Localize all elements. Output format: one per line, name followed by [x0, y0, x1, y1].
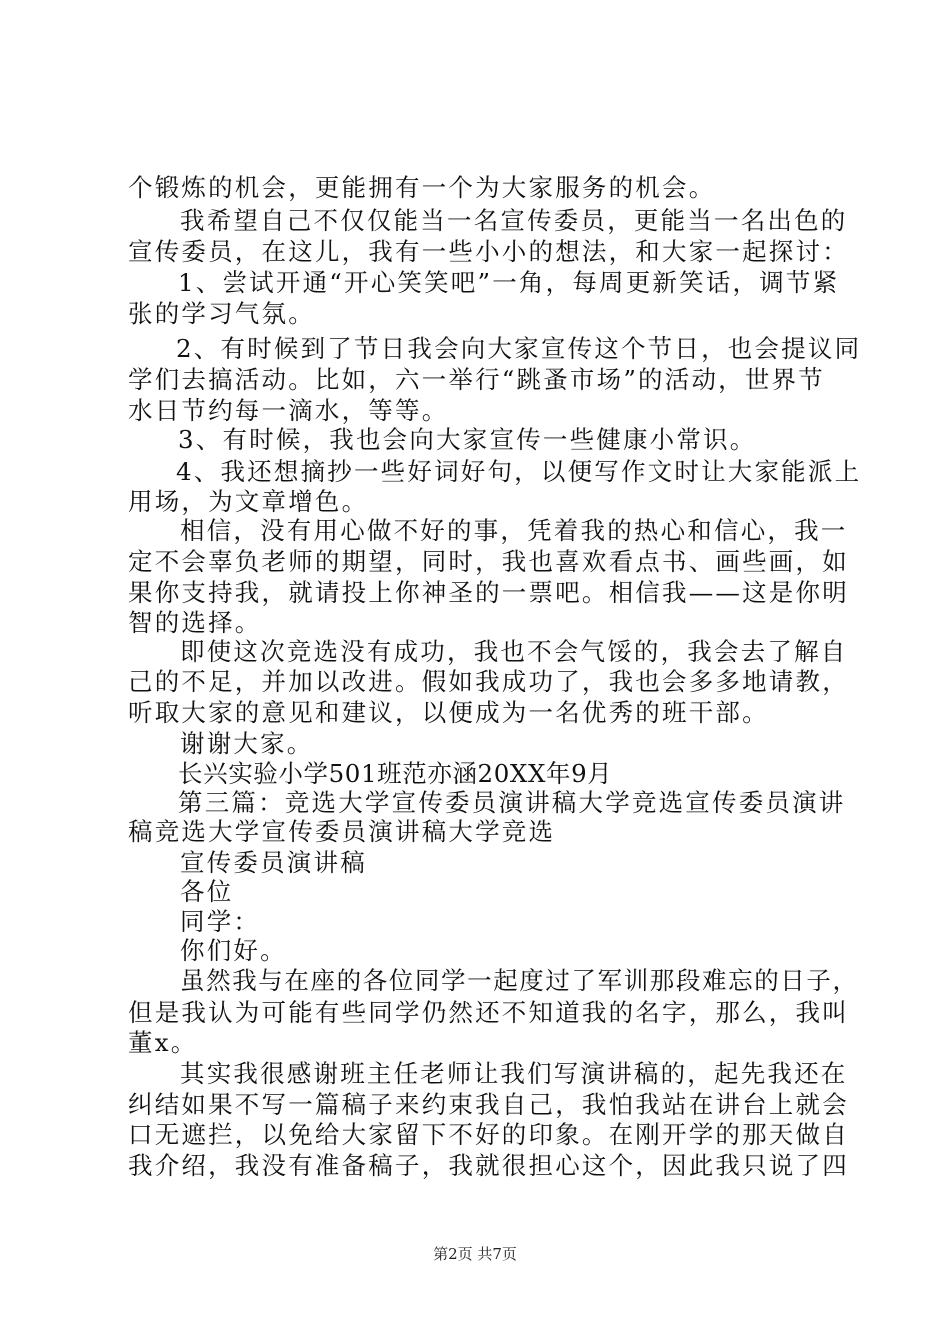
body-line: 4、我还想摘抄一些好词好句，以便写作文时让大家能派上 — [176, 457, 862, 486]
body-line: 谢谢大家。 — [180, 729, 314, 758]
body-line: 1、尝试开通“开心笑笑吧”一角，每周更新笑话，调节紧 — [178, 268, 840, 297]
body-line: 己的不足，并加以改进。假如我成功了，我也会多多地请教， — [128, 667, 849, 696]
body-line: 各位 — [180, 877, 234, 906]
body-line: 张的学习气氛。 — [128, 299, 315, 328]
body-line: 其实我很感谢班主任老师让我们写演讲稿的，起先我还在 — [180, 1059, 848, 1088]
body-line: 2、有时候到了节日我会向大家宣传这个节日，也会提议同 — [176, 334, 862, 363]
body-line: 用场，为文章增色。 — [128, 487, 369, 516]
body-line: 宣传委员演讲稿 — [180, 848, 367, 877]
body-line: 稿竞选大学宣传委员演讲稿大学竞选 — [128, 817, 556, 846]
body-line: 虽然我与在座的各位同学一起度过了军训那段难忘的日子， — [180, 966, 859, 995]
body-line: 相信，没有用心做不好的事，凭着我的热心和信心，我一 — [180, 516, 848, 545]
body-line: 你们好。 — [180, 936, 287, 965]
body-line: 口无遮拦，以免给大家留下不好的印象。在刚开学的那天做自 — [128, 1120, 849, 1149]
body-line: 董x。 — [128, 1028, 198, 1057]
body-line: 但是我认为可能有些同学仍然还不知道我的名字，那么，我叫 — [128, 998, 849, 1027]
body-line: 果你支持我，就请投上你神圣的一票吧。相信我——这是你明 — [128, 578, 849, 607]
body-line: 同学： — [180, 907, 261, 936]
body-line: 即使这次竞选没有成功，我也不会气馁的，我会去了解自 — [180, 637, 848, 666]
body-line: 个锻炼的机会，更能拥有一个为大家服务的机会。 — [128, 173, 716, 202]
body-line: 纠结如果不写一篇稿子来约束我自己，我怕我站在讲台上就会 — [128, 1090, 849, 1119]
body-line: 我介绍，我没有准备稿子，我就很担心这个，因此我只说了四 — [128, 1151, 849, 1180]
page-number-footer: 第2页 共7页 — [433, 1245, 517, 1263]
body-line: 听取大家的意见和建议，以便成为一名优秀的班干部。 — [128, 698, 769, 727]
body-line: 我希望自己不仅仅能当一名宣传委员，更能当一名出色的 — [180, 206, 848, 235]
body-line: 第三篇：竞选大学宣传委员演讲稿大学竞选宣传委员演讲 — [178, 788, 846, 817]
body-line: 定不会辜负老师的期望，同时，我也喜欢看点书、画些画，如 — [128, 547, 849, 576]
body-line: 水日节约每一滴水，等等。 — [128, 396, 449, 425]
body-line: 学们去搞活动。比如，六一举行“跳蚤市场”的活动，世界节 — [128, 365, 825, 394]
body-line: 智的选择。 — [128, 608, 262, 637]
body-line: 3、有时候，我也会向大家宣传一些健康小常识。 — [178, 425, 757, 454]
body-line: 宣传委员，在这儿，我有一些小小的想法，和大家一起探讨： — [128, 237, 849, 266]
body-line: 长兴实验小学501班范亦涵20XX年9月 — [178, 759, 613, 788]
